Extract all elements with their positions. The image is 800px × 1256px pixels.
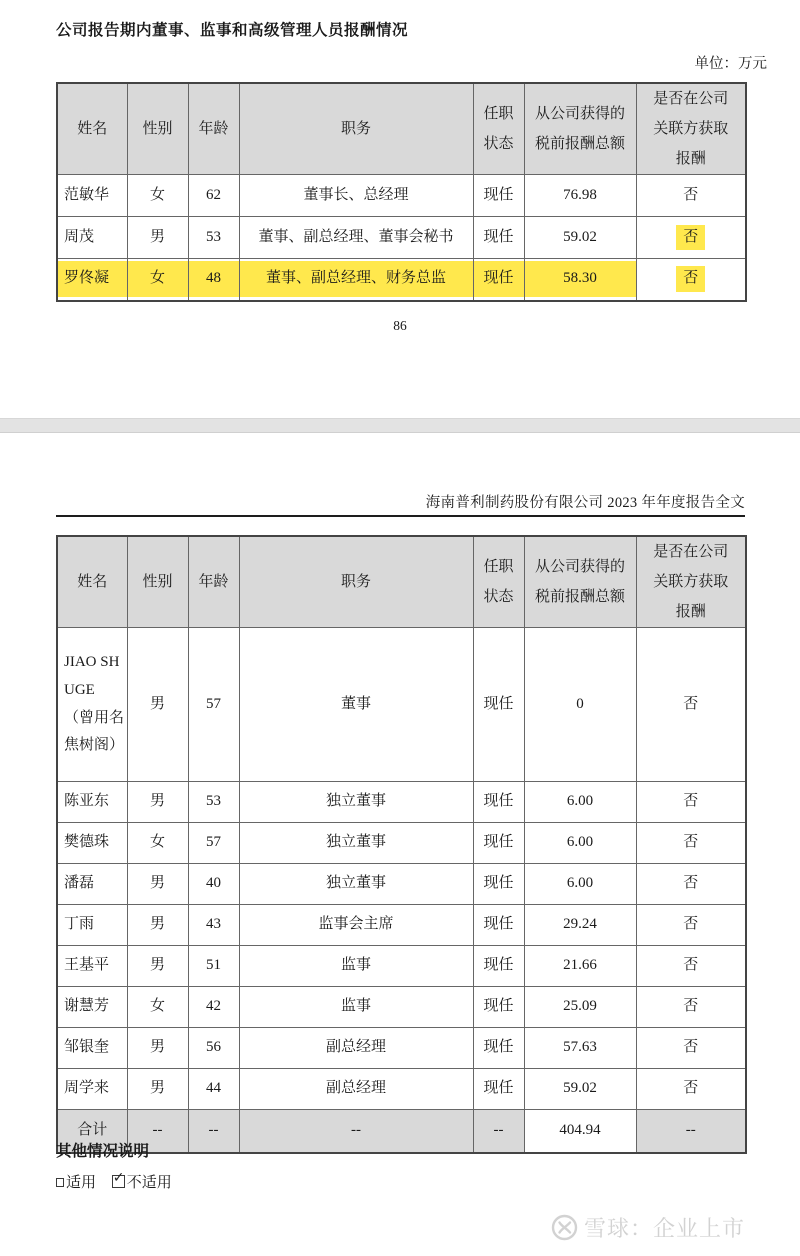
table-cell: 男 (127, 946, 188, 987)
table-cell: 53 (188, 782, 239, 823)
column-header: 姓名 (57, 83, 127, 175)
table-cell: 现任 (473, 259, 524, 301)
unit-label: 单位：万元 (694, 56, 767, 72)
header-rule (56, 515, 745, 517)
table-cell: 男 (127, 782, 188, 823)
table-cell: 否 (636, 217, 746, 259)
table-cell: 25.09 (524, 987, 636, 1028)
table-cell: 21.66 (524, 946, 636, 987)
table-row (57, 1028, 746, 1069)
table-cell: 57 (188, 823, 239, 864)
column-header: 任职状态 (473, 83, 524, 175)
table-cell: 6.00 (524, 864, 636, 905)
table-cell: 48 (188, 259, 239, 301)
table-cell: 男 (127, 217, 188, 259)
table-cell: 樊德珠 (57, 823, 127, 864)
table-cell: 44 (188, 1069, 239, 1110)
table-row (57, 217, 746, 259)
table-cell: 否 (636, 175, 746, 217)
table-cell: 57 (188, 628, 239, 782)
table-cell: 男 (127, 628, 188, 782)
column-header: 是否在公司关联方获取报酬 (636, 83, 746, 175)
column-header: 年龄 (188, 536, 239, 628)
table-cell: 40 (188, 864, 239, 905)
table-cell: 现任 (473, 987, 524, 1028)
table-cell: 59.02 (524, 217, 636, 259)
table-cell: 范敏华 (57, 175, 127, 217)
table-cell: 董事 (239, 628, 473, 782)
table-cell: 潘磊 (57, 864, 127, 905)
table-cell: -- (188, 1110, 239, 1153)
table-cell: -- (636, 1110, 746, 1153)
table-row (57, 259, 746, 301)
table-cell: 副总经理 (239, 1069, 473, 1110)
table-cell: 现任 (473, 1069, 524, 1110)
table-cell: 59.02 (524, 1069, 636, 1110)
table-cell: 53 (188, 217, 239, 259)
not-applicable-label: 不适用 (126, 1175, 172, 1191)
table-cell: 现任 (473, 217, 524, 259)
compensation-table-page-86 (56, 82, 747, 302)
applicable-label: 适用 (66, 1175, 97, 1191)
table-cell: 现任 (473, 1028, 524, 1069)
table-cell: 监事 (239, 987, 473, 1028)
report-header: 海南普利制药股份有限公司 2023 年年度报告全文 (425, 495, 745, 511)
table-cell: 0 (524, 628, 636, 782)
table-cell: 62 (188, 175, 239, 217)
table-cell: 否 (636, 905, 746, 946)
table-cell: -- (239, 1110, 473, 1153)
column-header: 性别 (127, 83, 188, 175)
table-row (57, 175, 746, 217)
checkbox-unchecked-icon (56, 1178, 64, 1187)
page-break-divider (0, 418, 800, 433)
table-cell: 男 (127, 1028, 188, 1069)
watermark-text: 雪球：企业上市 (583, 1216, 745, 1241)
applicability-line (56, 1171, 184, 1192)
table-cell: 否 (636, 987, 746, 1028)
table-cell: JIAO SHUGE（曾用名焦树阁） (57, 628, 127, 782)
column-header: 年龄 (188, 83, 239, 175)
table-cell: 董事、副总经理、董事会秘书 (239, 217, 473, 259)
table-cell: -- (127, 1110, 188, 1153)
table-cell: 404.94 (524, 1110, 636, 1153)
table-cell: 罗佟凝 (57, 259, 127, 301)
table-cell: 合计 (57, 1110, 127, 1153)
table-cell: 否 (636, 864, 746, 905)
table-cell: -- (473, 1110, 524, 1153)
table-cell: 29.24 (524, 905, 636, 946)
table-row (57, 628, 746, 782)
table-cell: 独立董事 (239, 823, 473, 864)
table-cell: 周学来 (57, 1069, 127, 1110)
table-row (57, 946, 746, 987)
table-cell: 否 (636, 1028, 746, 1069)
table-row (57, 782, 746, 823)
table-cell: 陈亚东 (57, 782, 127, 823)
table-cell: 邹银奎 (57, 1028, 127, 1069)
table-cell: 丁雨 (57, 905, 127, 946)
table-cell: 51 (188, 946, 239, 987)
table-cell: 女 (127, 259, 188, 301)
table-cell: 58.30 (524, 259, 636, 301)
table-cell: 董事长、总经理 (239, 175, 473, 217)
watermark (551, 1212, 745, 1243)
column-header: 性别 (127, 536, 188, 628)
table-cell: 独立董事 (239, 864, 473, 905)
table-header-row (57, 83, 746, 175)
table-cell: 现任 (473, 823, 524, 864)
table-cell: 42 (188, 987, 239, 1028)
table-cell: 监事会主席 (239, 905, 473, 946)
table-cell: 现任 (473, 864, 524, 905)
table-cell: 否 (636, 628, 746, 782)
table-cell: 否 (636, 823, 746, 864)
column-header: 姓名 (57, 536, 127, 628)
column-header: 职务 (239, 83, 473, 175)
table-cell: 男 (127, 1069, 188, 1110)
column-header: 职务 (239, 536, 473, 628)
table-cell: 男 (127, 905, 188, 946)
table-cell: 否 (636, 782, 746, 823)
column-header: 从公司获得的税前报酬总额 (524, 536, 636, 628)
column-header: 是否在公司关联方获取报酬 (636, 536, 746, 628)
table-cell: 6.00 (524, 823, 636, 864)
table-row (57, 823, 746, 864)
column-header: 从公司获得的税前报酬总额 (524, 83, 636, 175)
not-applicable-option (112, 1170, 172, 1191)
table-cell: 女 (127, 987, 188, 1028)
table-cell: 否 (636, 946, 746, 987)
table-row (57, 864, 746, 905)
table-cell: 现任 (473, 782, 524, 823)
table-cell: 6.00 (524, 782, 636, 823)
table-cell: 王基平 (57, 946, 127, 987)
table-cell: 独立董事 (239, 782, 473, 823)
total-row (57, 1110, 746, 1153)
xueqiu-logo-icon (551, 1214, 578, 1241)
table-cell: 董事、副总经理、财务总监 (239, 259, 473, 301)
applicable-option (56, 1175, 96, 1191)
table-cell: 女 (127, 823, 188, 864)
table-cell: 56 (188, 1028, 239, 1069)
table-cell: 否 (636, 259, 746, 301)
section-title: 公司报告期内董事、监事和高级管理人员报酬情况 (56, 22, 409, 39)
table-cell: 谢慧芳 (57, 987, 127, 1028)
table-cell: 现任 (473, 628, 524, 782)
table-cell: 监事 (239, 946, 473, 987)
table-cell: 现任 (473, 946, 524, 987)
table-cell: 周茂 (57, 217, 127, 259)
page-number: 86 (393, 318, 407, 333)
table-cell: 现任 (473, 905, 524, 946)
table-row (57, 1069, 746, 1110)
table-row (57, 905, 746, 946)
checkbox-checked-icon: ✓ (112, 1170, 125, 1186)
column-header: 任职状态 (473, 536, 524, 628)
table-cell: 否 (636, 1069, 746, 1110)
table-cell: 男 (127, 864, 188, 905)
table-cell: 女 (127, 175, 188, 217)
table-cell: 43 (188, 905, 239, 946)
table-cell: 副总经理 (239, 1028, 473, 1069)
table-cell: 76.98 (524, 175, 636, 217)
table-cell: 57.63 (524, 1028, 636, 1069)
table-header-row (57, 536, 746, 628)
compensation-table-next-page (56, 535, 747, 1154)
other-notes-title: 其他情况说明 (56, 1143, 150, 1160)
table-row (57, 987, 746, 1028)
table-cell: 现任 (473, 175, 524, 217)
